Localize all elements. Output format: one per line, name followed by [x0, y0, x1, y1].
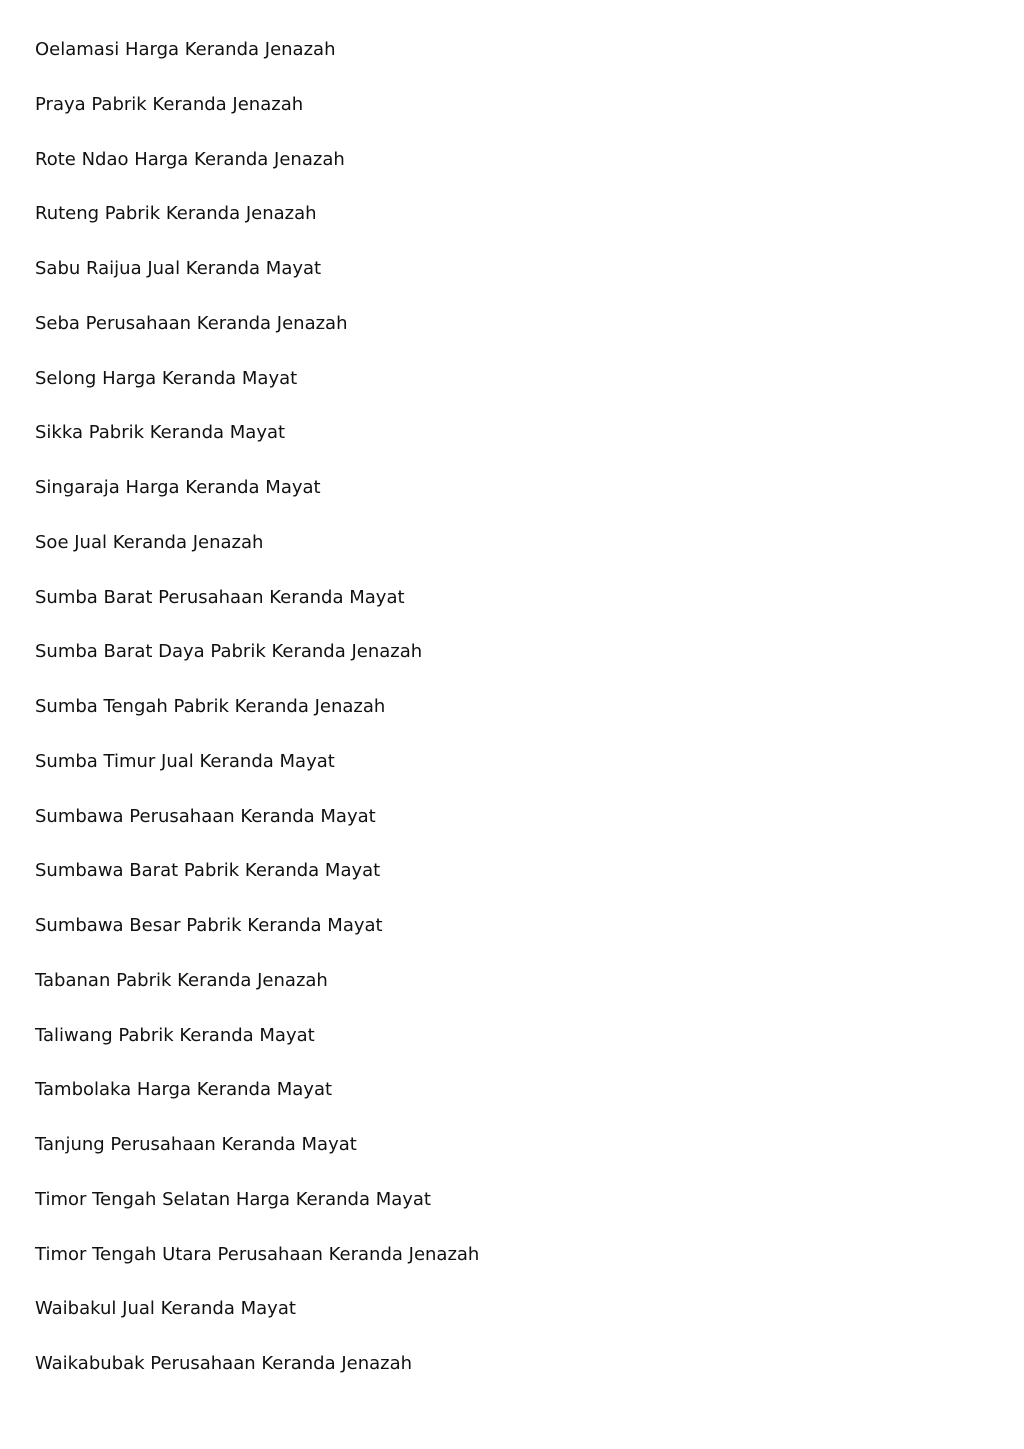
list-item [35, 146, 479, 201]
link-oelamasi[interactable]: Oelamasi Harga Keranda Jenazah [35, 39, 336, 60]
link-tabanan[interactable]: Tabanan Pabrik Keranda Jenazah [35, 969, 328, 991]
list-item [35, 200, 479, 255]
list-item [35, 638, 479, 693]
link-singaraja[interactable]: Singaraja Harga Keranda Mayat [35, 477, 321, 498]
link-sikka[interactable]: Sikka Pabrik Keranda Mayat [35, 422, 286, 444]
list-item [35, 1186, 479, 1241]
list-item [35, 255, 479, 310]
list-item [35, 803, 479, 858]
link-waibakul[interactable]: Waibakul Jual Keranda Mayat [35, 1298, 296, 1320]
list-item [35, 748, 479, 803]
link-seba[interactable]: Seba Perusahaan Keranda Jenazah [35, 312, 348, 334]
list-item [35, 1295, 479, 1350]
link-tambolaka[interactable]: Tambolaka Harga Keranda Mayat [35, 1079, 333, 1101]
list-item [35, 1076, 479, 1131]
link-waikabubak[interactable]: Waikabubak Perusahaan Keranda Jenazah [35, 1353, 413, 1374]
list-item [35, 365, 479, 420]
list-item [35, 1350, 479, 1405]
link-selong[interactable]: Selong Harga Keranda Mayat [35, 367, 298, 389]
list-item [35, 857, 479, 912]
list-item [35, 419, 479, 474]
link-sumba-timur[interactable]: Sumba Timur Jual Keranda Mayat [35, 750, 335, 772]
list-item [35, 474, 479, 529]
link-ruteng[interactable]: Ruteng Pabrik Keranda Jenazah [35, 203, 317, 225]
list-item [35, 693, 479, 748]
link-list [35, 36, 479, 1405]
list-item [35, 1022, 479, 1077]
list-item [35, 967, 479, 1022]
link-sumba-barat[interactable]: Sumba Barat Perusahaan Keranda Mayat [35, 586, 405, 608]
link-sabu-raijua[interactable]: Sabu Raijua Jual Keranda Mayat [35, 258, 322, 279]
list-item [35, 1241, 479, 1296]
list-item [35, 91, 479, 146]
list-item [35, 529, 479, 584]
list-item [35, 912, 479, 967]
list-item [35, 584, 479, 639]
link-sumbawa-besar[interactable]: Sumbawa Besar Pabrik Keranda Mayat [35, 915, 383, 936]
link-sumba-tengah[interactable]: Sumba Tengah Pabrik Keranda Jenazah [35, 696, 386, 717]
list-item [35, 310, 479, 365]
list-item [35, 1131, 479, 1186]
link-rote-ndao[interactable]: Rote Ndao Harga Keranda Jenazah [35, 148, 345, 170]
link-taliwang[interactable]: Taliwang Pabrik Keranda Mayat [35, 1024, 315, 1046]
list-item [35, 36, 479, 91]
link-sumba-barat-daya[interactable]: Sumba Barat Daya Pabrik Keranda Jenazah [35, 641, 423, 663]
link-sumbawa[interactable]: Sumbawa Perusahaan Keranda Mayat [35, 805, 376, 827]
link-praya[interactable]: Praya Pabrik Keranda Jenazah [35, 93, 304, 115]
link-timor-tengah-utara[interactable]: Timor Tengah Utara Perusahaan Keranda Jenazah [35, 1243, 480, 1265]
link-timor-tengah-selatan[interactable]: Timor Tengah Selatan Harga Keranda Mayat [35, 1188, 431, 1210]
link-soe[interactable]: Soe Jual Keranda Jenazah [35, 531, 264, 553]
link-sumbawa-barat[interactable]: Sumbawa Barat Pabrik Keranda Mayat [35, 860, 381, 882]
link-tanjung[interactable]: Tanjung Perusahaan Keranda Mayat [35, 1134, 357, 1155]
